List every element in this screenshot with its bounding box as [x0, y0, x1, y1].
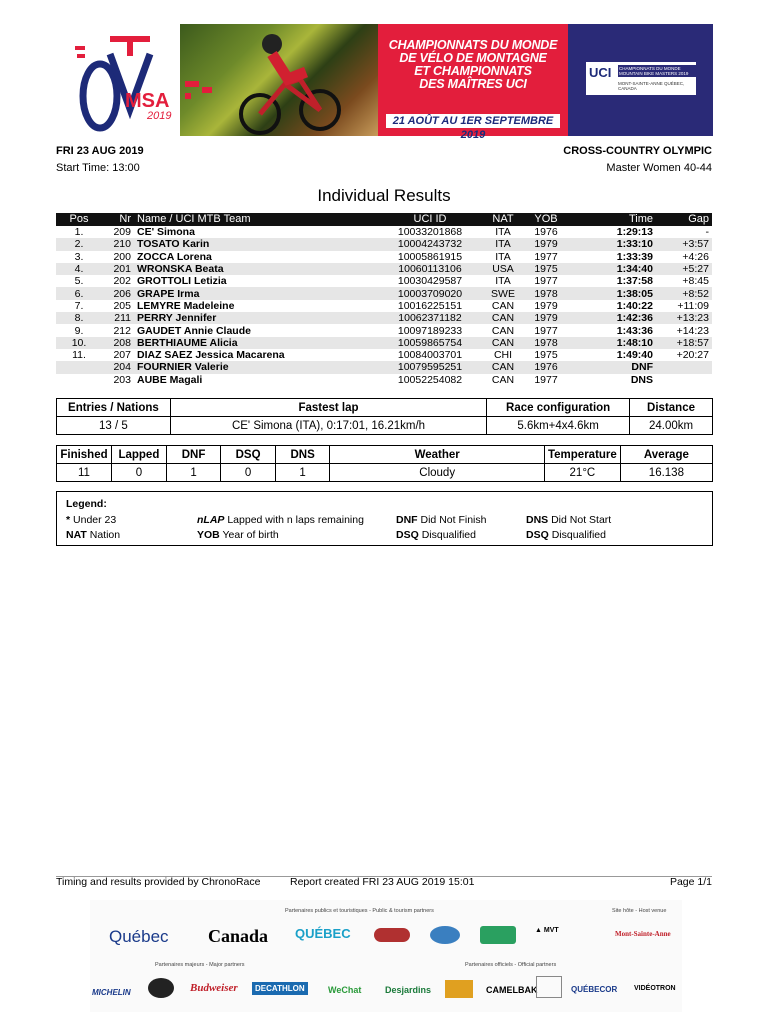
- row-gap: +18:57: [656, 337, 712, 349]
- row-name: GAUDET Annie Claude: [137, 324, 251, 337]
- row-pos: [56, 374, 102, 386]
- legend-text: Did Not Finish: [420, 514, 487, 526]
- legend-key: DNF: [396, 514, 418, 526]
- partners-strip: [90, 900, 682, 1012]
- row-nr: 209: [113, 226, 131, 239]
- official-partners-label: Partenaires officiels - Official partners: [465, 962, 557, 968]
- partner-logo-cote-beaupre: [480, 926, 516, 944]
- row-nat: CAN: [482, 361, 524, 373]
- row-time: 1:34:40: [568, 263, 656, 275]
- row-pos: 3.: [74, 250, 84, 263]
- logo-year: 2019: [147, 110, 172, 122]
- race-summary-table: [56, 398, 713, 435]
- race-configuration-header: Race configuration: [487, 399, 630, 417]
- row-name: PERRY Jennifer: [134, 312, 378, 324]
- row-uci-id: 10003709020: [378, 287, 482, 299]
- start-time: Start Time: 13:00: [56, 162, 140, 174]
- result-row: [56, 312, 712, 324]
- legend-item-dsq-2: [526, 529, 606, 541]
- row-time: 1:49:40: [616, 349, 653, 362]
- timing-provider: Timing and results provided by ChronoRace: [56, 876, 261, 888]
- partner-logo-food: [445, 980, 473, 998]
- row-uci-id: 10030429587: [397, 275, 463, 288]
- banner-dates: 21 AOÛT AU 1ER SEPTEMBRE 2019: [386, 114, 560, 128]
- col-nat: NAT: [482, 213, 524, 226]
- row-gap: +14:23: [676, 324, 709, 337]
- row-gap: [656, 374, 712, 386]
- legend-key: NAT: [66, 529, 87, 541]
- logo-text: MSA: [125, 90, 170, 112]
- partner-logo-badge: [148, 978, 174, 998]
- row-nat: SWE: [482, 287, 524, 299]
- fastest-lap-value: CE' Simona (ITA), 0:17:01, 16.21km/h: [170, 417, 486, 435]
- row-nr: 212: [113, 324, 131, 337]
- videotron-logo: VIDÉOTRON: [634, 985, 676, 992]
- row-pos: 9.: [74, 324, 84, 337]
- row-nat: ITA: [482, 238, 524, 250]
- results-table: [56, 213, 712, 386]
- result-row: [56, 337, 712, 349]
- race-date: FRI 23 AUG 2019: [56, 145, 144, 157]
- row-pos: 5.: [74, 275, 84, 288]
- result-row: [56, 374, 712, 386]
- weather-header: Weather: [330, 446, 545, 464]
- legend-text: Disqualified: [421, 529, 476, 541]
- row-name: LEMYRE Madeleine: [137, 299, 235, 312]
- legend-key: DSQ: [396, 529, 419, 541]
- row-time: 1:33:39: [616, 250, 653, 263]
- col-pos: Pos: [56, 213, 102, 226]
- row-time: 1:38:05: [568, 287, 656, 299]
- uci-panel: [568, 24, 713, 136]
- camelbak-logo: CAMELBAK: [486, 985, 538, 995]
- row-pos: 2.: [56, 238, 102, 250]
- row-nr: 201: [102, 263, 134, 275]
- col-uci-id: UCI ID: [378, 213, 482, 226]
- row-nat: ITA: [495, 250, 511, 263]
- result-row: [56, 226, 712, 238]
- banner-title-line-4: DES MAÎTRES UCI: [419, 77, 527, 91]
- partner-logo-bus: [374, 928, 410, 942]
- row-gap: +4:26: [682, 250, 709, 263]
- result-row: [56, 263, 712, 275]
- row-uci-id: 10016225151: [397, 299, 463, 312]
- cyclist-photo: [180, 24, 378, 136]
- row-pos: 4.: [56, 263, 102, 275]
- row-gap: +13:23: [656, 312, 712, 324]
- row-nat: CAN: [491, 299, 515, 312]
- row-uci-id: 10097189233: [397, 324, 463, 337]
- row-name: WRONSKA Beata: [134, 263, 378, 275]
- row-nat: USA: [482, 263, 524, 275]
- row-name: GROTTOLI Letizia: [137, 275, 227, 288]
- row-yob: 1978: [524, 287, 568, 299]
- public-partners-label: Partenaires publics et touristiques - Public & tourism partners: [285, 908, 434, 914]
- row-uci-id: 10059865754: [378, 337, 482, 349]
- result-row: [56, 361, 712, 373]
- row-uci-id: 10052254082: [397, 373, 463, 386]
- partner-logo-chateau: [536, 976, 562, 998]
- average-header: Average: [620, 446, 712, 464]
- row-yob: 1976: [534, 226, 558, 239]
- temperature-header: Temperature: [544, 446, 620, 464]
- result-row: [56, 324, 712, 336]
- distance-header: Distance: [630, 399, 713, 417]
- results-header-row: [56, 213, 712, 226]
- row-gap: -: [705, 226, 709, 239]
- row-nr: 204: [102, 361, 134, 373]
- legend-key: nLAP: [197, 514, 225, 526]
- row-time: 1:42:36: [568, 312, 656, 324]
- quebecor-logo: QUÉBECOR: [571, 985, 618, 994]
- banner-title-line-2: DE VÉLO DE MONTAGNE: [399, 51, 547, 65]
- lapped-header: Lapped: [111, 446, 166, 464]
- row-pos: 10.: [56, 337, 102, 349]
- row-nr: 210: [102, 238, 134, 250]
- legend-text: Did Not Start: [551, 514, 612, 526]
- legend-item-dnf: [396, 514, 486, 526]
- row-time: 1:48:10: [568, 337, 656, 349]
- legend-key: DNS: [526, 514, 549, 526]
- row-uci-id: 10004243732: [378, 238, 482, 250]
- legend-item-lapped: [197, 514, 364, 526]
- legend-key: DSQ: [526, 529, 549, 541]
- uci-location: MONT-SAINTE-ANNE QUÉBEC, CANADA: [618, 81, 685, 91]
- row-time: 1:43:36: [616, 324, 653, 337]
- row-nr: 208: [102, 337, 134, 349]
- row-nr: 207: [113, 349, 131, 362]
- wechat-logo: WeChat: [328, 985, 362, 995]
- row-gap: +3:57: [656, 238, 712, 250]
- row-uci-id: 10062371182: [378, 312, 482, 324]
- row-gap: +20:27: [676, 349, 709, 362]
- row-name: BERTHIAUME Alicia: [134, 337, 378, 349]
- entries-nations-header: Entries / Nations: [57, 399, 171, 417]
- legend-box: [56, 491, 713, 546]
- row-yob: 1977: [534, 373, 558, 386]
- uci-label: UCI: [589, 65, 612, 80]
- result-row: [56, 349, 712, 361]
- row-pos: 11.: [72, 349, 86, 362]
- discipline: CROSS-COUNTRY OLYMPIC: [563, 145, 712, 157]
- row-yob: 1978: [524, 337, 568, 349]
- row-yob: 1977: [534, 275, 558, 288]
- row-yob: 1975: [524, 263, 568, 275]
- quebec-logo: Québec: [109, 927, 169, 946]
- fastest-lap-header: Fastest lap: [170, 399, 486, 417]
- major-partners-label: Partenaires majeurs - Major partners: [155, 962, 245, 968]
- legend-key: *: [66, 514, 71, 526]
- dsq-value: 0: [221, 464, 276, 482]
- row-nr: 206: [102, 287, 134, 299]
- row-yob: 1979: [524, 238, 568, 250]
- row-time: 1:37:58: [616, 275, 653, 288]
- budweiser-logo: Budweiser: [190, 982, 238, 994]
- partner-logo-mont-ste-anne-mvt: ▲ MVT: [535, 927, 559, 934]
- race-configuration-value: 5.6km+4x4.6km: [487, 417, 630, 435]
- row-yob: 1975: [534, 349, 558, 362]
- average-value: 16.138: [620, 464, 712, 482]
- row-name: FOURNIER Valerie: [134, 361, 378, 373]
- row-name: TOSATO Karin: [134, 238, 378, 250]
- row-time: DNF: [568, 361, 656, 373]
- row-nat: CHI: [493, 349, 513, 362]
- championship-title-panel: [378, 24, 568, 141]
- host-label: Site hôte - Host venue: [612, 908, 667, 914]
- quebec-tourism-logo: QUÉBEC: [295, 926, 351, 941]
- row-gap: +8:45: [682, 275, 709, 288]
- col-time: Time: [568, 213, 656, 226]
- legend-item-yob: [197, 529, 279, 541]
- dns-header: DNS: [275, 446, 330, 464]
- result-row: [56, 251, 712, 263]
- row-gap: +8:52: [656, 287, 712, 299]
- row-time: 1:40:22: [616, 299, 653, 312]
- row-time: 1:33:10: [568, 238, 656, 250]
- partner-logo-charlevoix: [430, 926, 460, 944]
- row-pos: 7.: [74, 299, 84, 312]
- row-nat: ITA: [495, 275, 511, 288]
- legend-item-dns: [526, 514, 611, 526]
- row-name: CE' Simona: [137, 226, 195, 239]
- legend-text: Under 23: [73, 514, 117, 526]
- col-gap: Gap: [656, 213, 712, 226]
- row-time: 1:29:13: [616, 226, 653, 239]
- legend-item-nat: [66, 529, 120, 541]
- category: Master Women 40-44: [606, 162, 712, 174]
- dnf-header: DNF: [166, 446, 221, 464]
- canada-logo: Canada: [208, 926, 269, 946]
- row-name: GRAPE Irma: [134, 287, 378, 299]
- result-row: [56, 300, 712, 312]
- row-yob: 1979: [534, 299, 558, 312]
- row-uci-id: 10084003701: [397, 349, 463, 362]
- result-row: [56, 238, 712, 250]
- result-row: [56, 287, 712, 299]
- row-time: DNS: [630, 373, 653, 386]
- row-pos: [56, 361, 102, 373]
- col-name: Name / UCI MTB Team: [134, 213, 378, 226]
- col-yob: YOB: [524, 213, 568, 226]
- row-name: ZOCCA Lorena: [137, 250, 212, 263]
- weather-value: Cloudy: [330, 464, 545, 482]
- temperature-value: 21°C: [544, 464, 620, 482]
- legend-item-dsq: [396, 529, 476, 541]
- row-nr: 211: [102, 312, 134, 324]
- finish-stats-table: [56, 445, 713, 482]
- dns-value: 1: [275, 464, 330, 482]
- legend-text: Lapped with n laps remaining: [227, 514, 364, 526]
- row-nat: CAN: [491, 373, 515, 386]
- page-number: Page 1/1: [669, 876, 712, 888]
- row-nr: 203: [113, 373, 131, 386]
- dnf-value: 1: [166, 464, 221, 482]
- row-nr: 202: [113, 275, 131, 288]
- row-yob: 1979: [524, 312, 568, 324]
- row-uci-id: 10005861915: [397, 250, 463, 263]
- mont-sainte-anne-logo: Mont-Sainte-Anne: [615, 930, 671, 938]
- row-gap: +11:09: [677, 299, 709, 312]
- row-gap: +5:27: [656, 263, 712, 275]
- col-nr: Nr: [102, 213, 134, 226]
- page-title: Individual Results: [317, 186, 451, 205]
- desjardins-logo: Desjardins: [385, 985, 432, 995]
- event-banner: [55, 24, 713, 141]
- row-pos: 6.: [56, 287, 102, 299]
- distance-value: 24.00km: [630, 417, 713, 435]
- decathlon-logo: DECATHLON: [252, 982, 308, 995]
- legend-title: Legend:: [66, 498, 107, 510]
- row-uci-id: 10033201868: [397, 226, 463, 239]
- row-name: AUBE Magali: [137, 373, 203, 386]
- entries-nations-value: 13 / 5: [57, 417, 171, 435]
- row-uci-id: 10060113106: [378, 263, 482, 275]
- row-nat: CAN: [482, 337, 524, 349]
- row-yob: 1977: [534, 250, 558, 263]
- legend-text: Disqualified: [551, 529, 606, 541]
- row-gap: [656, 361, 712, 373]
- uci-event: CHAMPIONNATS DU MONDE MOUNTAIN BIKE MASTERS 2019: [618, 65, 696, 77]
- dsq-header: DSQ: [221, 446, 276, 464]
- row-nat: CAN: [482, 312, 524, 324]
- michelin-logo: MICHELIN: [92, 988, 131, 997]
- finished-header: Finished: [57, 446, 112, 464]
- uci-logo: [586, 62, 696, 95]
- legend-item-under23: [66, 514, 116, 526]
- row-yob: 1976: [524, 361, 568, 373]
- banner-title-line-1: CHAMPIONNATS DU MONDE: [388, 38, 558, 52]
- legend-text: Year of birth: [222, 529, 279, 541]
- row-pos: 8.: [56, 312, 102, 324]
- lapped-value: 0: [111, 464, 166, 482]
- row-yob: 1977: [534, 324, 558, 337]
- row-name: DIAZ SAEZ Jessica Macarena: [137, 349, 285, 362]
- legend-text: Nation: [89, 529, 121, 541]
- report-created: Report created FRI 23 AUG 2019 15:01: [290, 876, 475, 888]
- banner-title-line-3: ET CHAMPIONNATS: [414, 64, 532, 78]
- msa-logo: [55, 24, 180, 136]
- row-pos: 1.: [74, 226, 84, 239]
- row-nat: ITA: [495, 226, 511, 239]
- row-nat: CAN: [491, 324, 515, 337]
- finished-value: 11: [57, 464, 112, 482]
- row-nr: 205: [113, 299, 131, 312]
- result-row: [56, 275, 712, 287]
- legend-key: YOB: [197, 529, 220, 541]
- row-nr: 200: [113, 250, 131, 263]
- row-uci-id: 10079595251: [378, 361, 482, 373]
